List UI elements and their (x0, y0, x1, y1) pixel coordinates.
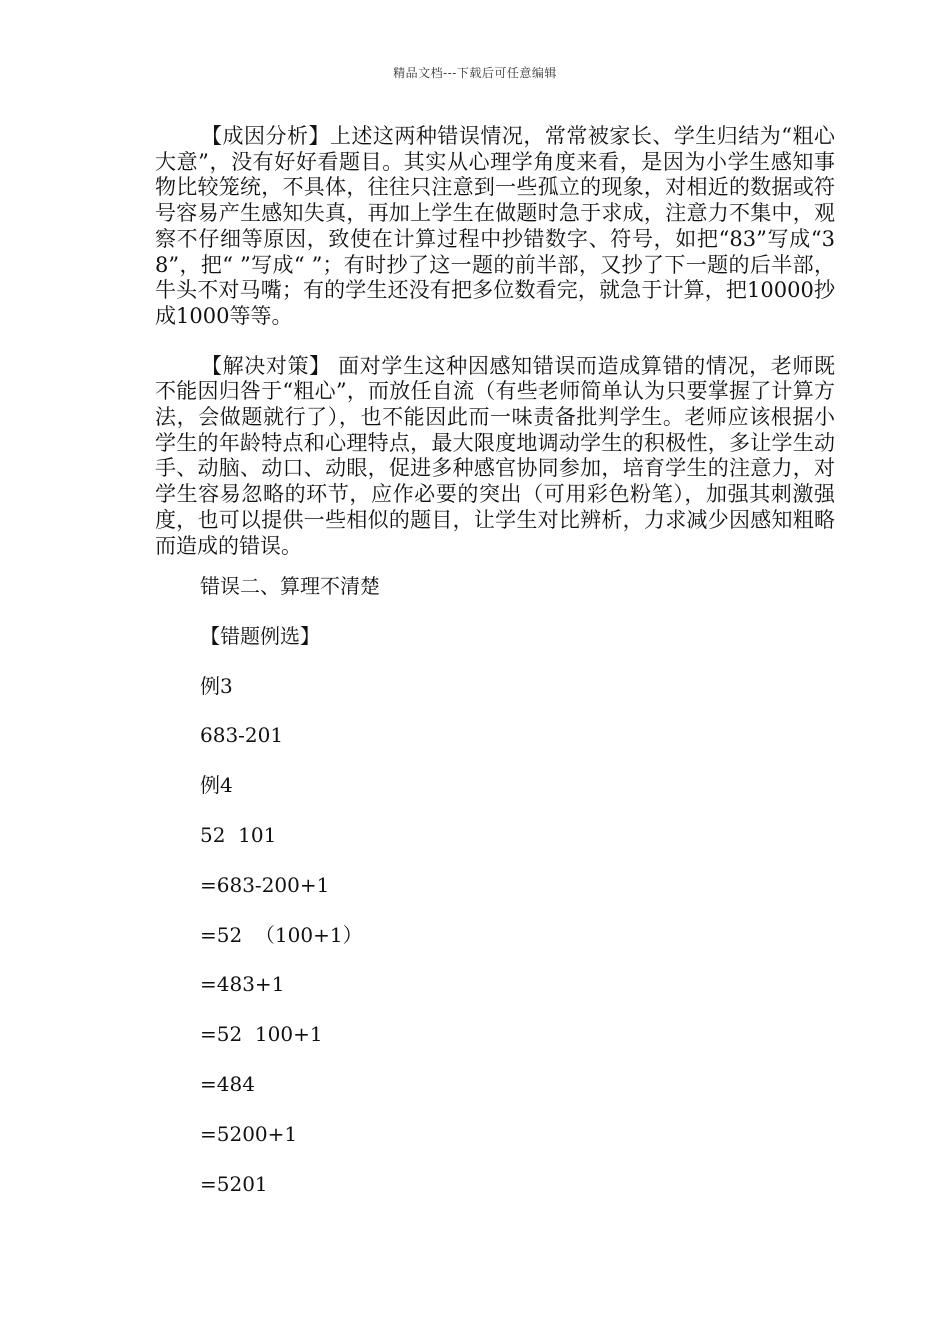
example-label: 例3 (200, 673, 233, 698)
subheading-wrong-examples: 【错题例选】 (200, 623, 320, 648)
paragraph-cause-analysis: 【成因分析】上述这两种错误情况，常常被家长、学生归结为“粗心大意”，没有好好看题目。其实从心理学角度来看，是因为小学生感知事物比较笼统，不具体，往往只注意到一些孤立的现象，对相近的数据或符号容易产生感知失真，再加上学生在做题时急于求成，注意力不集中，观察不仔细等原因，致使在计算过程中抄错数字、符号，如把“83”写成“38”，把“ ”写成“ ”；有时抄了这一题的前半部，又抄了下一题的后半部，牛头不对马嘴；有的学生还没有把多位数看完，就急于计算，把10000抄成1000等等。 (155, 124, 835, 328)
expression-line: =5200+1 (200, 1121, 298, 1146)
expression-line: =683-200+1 (200, 872, 330, 897)
page-header: 精品文档---下载后可任意编辑 (393, 66, 557, 80)
paragraph-solution: 【解决对策】 面对学生这种因感知错误而造成算错的情况，老师既不能因归咎于“粗心”，而放任自流（有些老师简单认为只要掌握了计算方法，会做题就行了），也不能因此而一味责备批判学生。老师应该根据小学生的年龄特点和心理特点，最大限度地调动学生的积极性，多让学生动手、动脑、动口、动眼，促进多种感官协同参加，培育学生的注意力，对学生容易忽略的环节，应作必要的突出（可用彩色粉笔），加强其刺激强度，也可以提供一些相似的题目，让学生对比辨析，力求减少因感知粗略而造成的错误。 (155, 353, 835, 558)
example-label: 例4 (200, 773, 233, 798)
section-heading: 错误二、算理不清楚 (200, 574, 380, 598)
example-lines (200, 574, 800, 1221)
expression-line: =52 100+1 (200, 1022, 323, 1047)
expression-line: =5201 (200, 1171, 268, 1196)
expression-line: 52 101 (200, 822, 277, 847)
expression-line: 683-201 (200, 723, 284, 748)
expression-line: =484 (200, 1071, 255, 1096)
expression-line: =52 （100+1） (200, 922, 363, 947)
expression-line: =483+1 (200, 972, 285, 997)
document-body (155, 124, 835, 559)
